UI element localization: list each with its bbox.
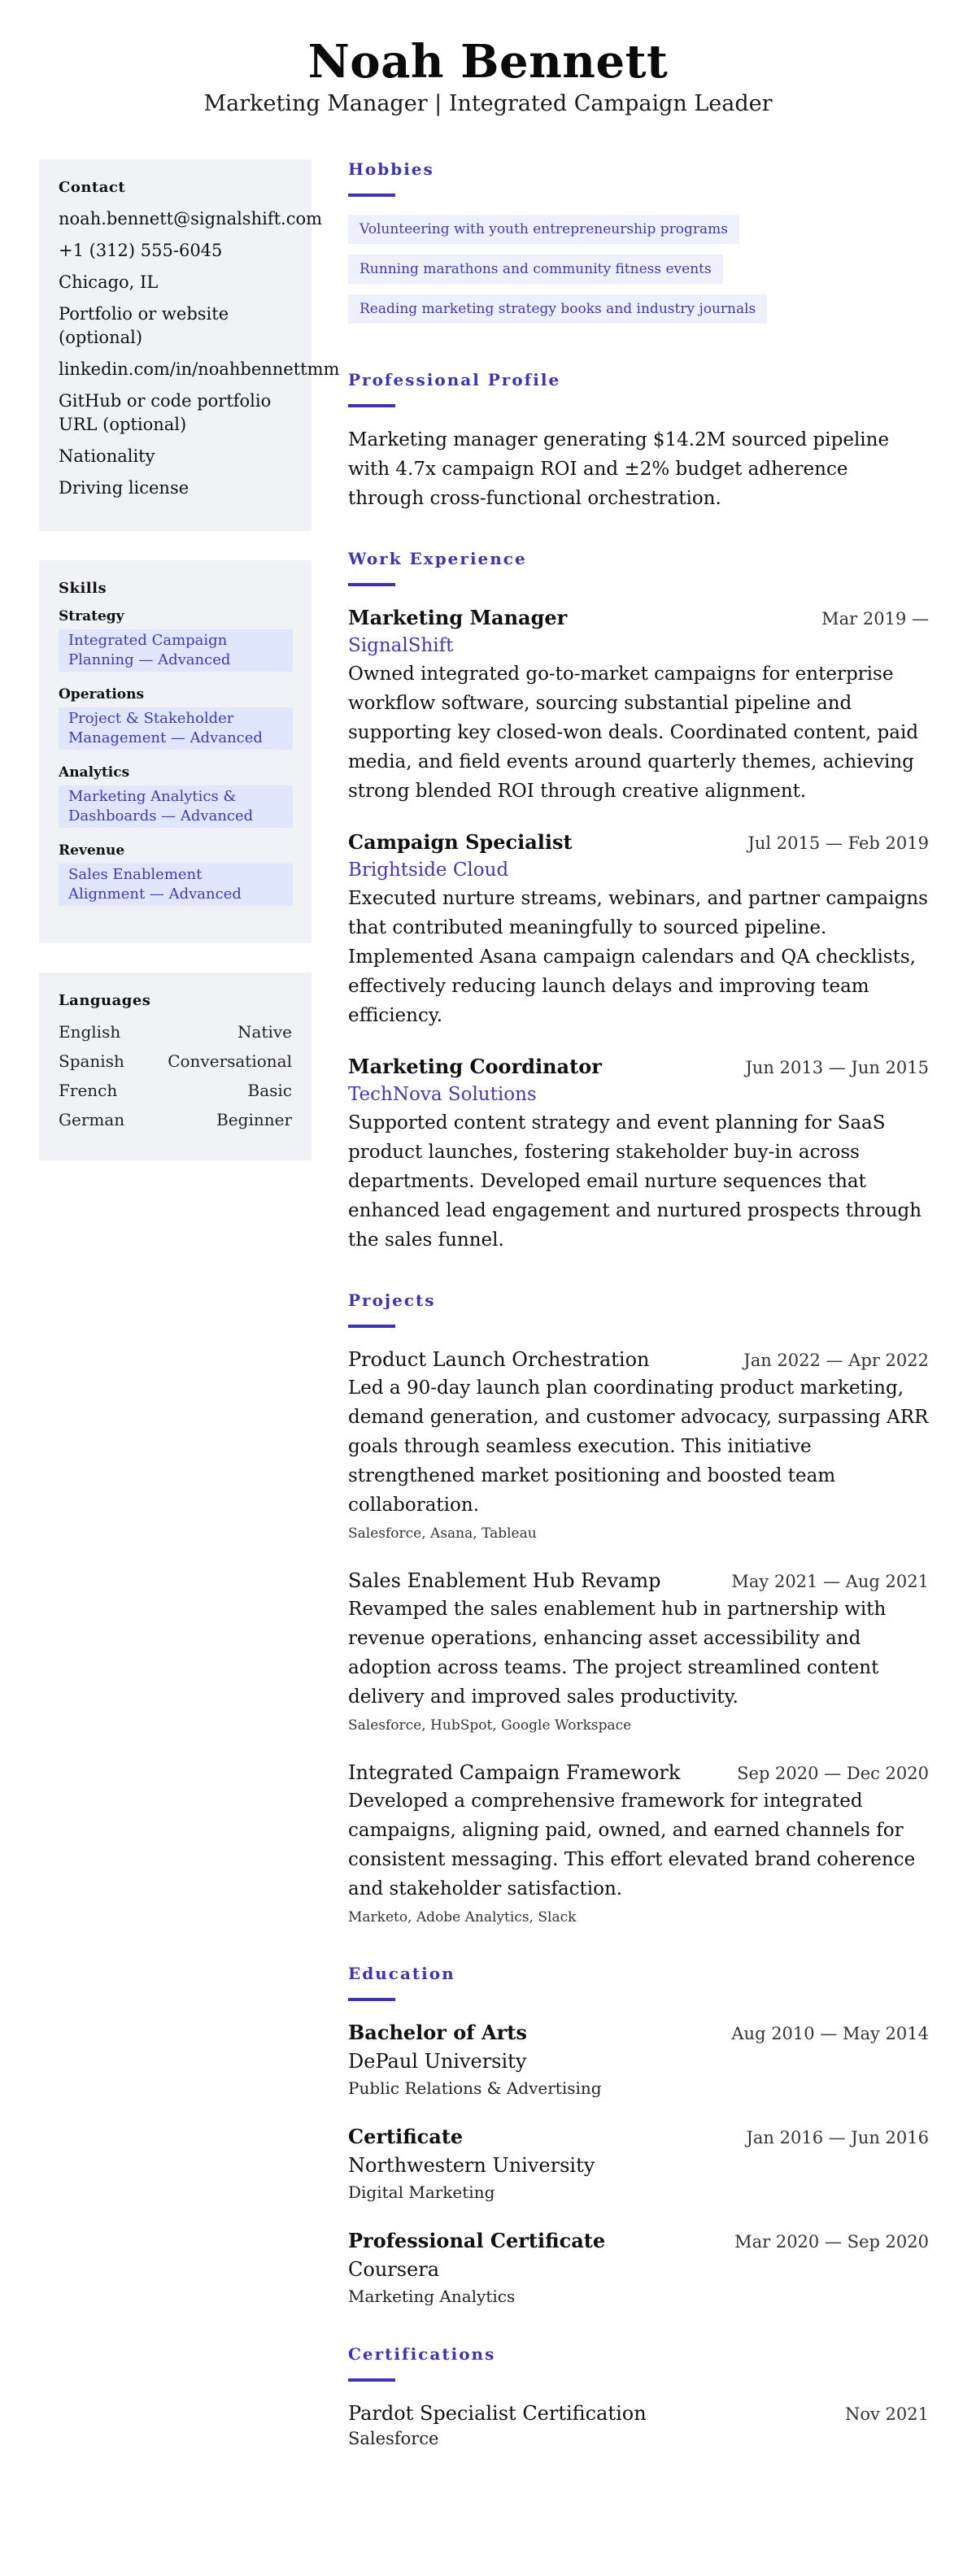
contact-linkedin[interactable]: linkedin.com/in/noahbennettmm [59,359,340,379]
language-row [59,1020,292,1043]
certifications-section [348,2344,929,2450]
section-divider [348,2378,395,2382]
project-tools: Marketo, Adobe Analytics, Slack [348,1909,577,1925]
sidebar [39,159,340,2486]
skill-category: Analytics [59,764,130,781]
degree: Bachelor of Arts [348,2021,527,2044]
hobby-chip: Running marathons and community fitness events [348,255,723,284]
candidate-headline: Marketing Manager | Integrated Campaign Leader [203,91,773,116]
education-entry [348,2123,929,2204]
language-level: Basic [247,1081,292,1100]
project-description: Led a 90-day launch plan coordinating product marketing, demand generation, and customer advocacy, surpassing ARR goals through seamless execution. This initiative strengthened market positioning and boosted team collaboration. [348,1377,929,1516]
project-entry [348,1346,929,1544]
language-row [59,1050,292,1073]
job-title: Campaign Specialist [348,830,573,854]
section-title: Certifications [348,2344,496,2364]
company-name: TechNova Solutions [348,1084,537,1105]
job-description: Owned integrated go-to-market campaigns for enterprise workflow software, sourcing substantial pipeline and supporting key closed-won deals. Coordinated content, paid media, and field events around quarterly themes, achieving strong blended ROI through creative alignment. [348,664,919,802]
language-level: Beginner [216,1110,292,1129]
job-description: Supported content strategy and event planning for SaaS product launches, fostering stakeholder buy-in across departments. Developed email nurture sequences that enhanced lead engagement and nurtured prospects through the sales funnel. [348,1112,922,1251]
project-entry [348,1567,929,1736]
job-title: Marketing Manager [348,606,568,629]
resume-header [0,0,976,119]
experience-section [348,549,929,1255]
project-name: Sales Enablement Hub Revamp [348,1569,661,1592]
project-dates: Jan 2022 — Apr 2022 [743,1351,929,1370]
education-entry [348,2227,929,2308]
field-of-study: Digital Marketing [348,2182,495,2202]
section-title: Work Experience [348,549,527,568]
education-dates: Jan 2016 — Jun 2016 [746,2128,929,2147]
education-dates: Aug 2010 — May 2014 [731,2024,929,2043]
main-column [348,159,929,2486]
section-title: Projects [348,1290,436,1310]
project-entry [348,1759,929,1928]
school-name: Northwestern University [348,2154,595,2177]
project-dates: May 2021 — Aug 2021 [731,1572,929,1591]
languages-title: Languages [59,992,151,1009]
certification-name: Pardot Specialist Certification [348,2402,647,2425]
section-title: Professional Profile [348,370,561,389]
certification-date: Nov 2021 [844,2404,929,2424]
contact-location: Chicago, IL [59,272,159,292]
hobbies-section [348,159,929,334]
contact-title: Contact [59,179,126,196]
job-dates: Jun 2013 — Jun 2015 [745,1058,929,1077]
contact-email[interactable]: noah.bennett@signalshift.com [59,209,323,228]
company-name: Brightside Cloud [348,859,509,881]
degree: Professional Certificate [348,2229,606,2252]
certification-entry [348,2400,929,2450]
section-divider [348,1998,395,2001]
project-dates: Sep 2020 — Dec 2020 [737,1764,929,1783]
skill-chip: Marketing Analytics & Dashboards — Advanced [59,785,293,828]
section-divider [348,583,395,586]
job-description: Executed nurture streams, webinars, and partner campaigns that contributed meaningfully to sourced pipeline. Implemented Asana campaign calendars and QA checklists, effectively reducing launch delays and improving team efficiency. [348,888,928,1026]
certification-issuer: Salesforce [348,2429,439,2448]
section-divider [348,194,395,197]
skill-category: Strategy [59,608,124,624]
project-name: Integrated Campaign Framework [348,1761,681,1784]
contact-portfolio: Portfolio or website (optional) [59,304,229,347]
job-title: Marketing Coordinator [348,1055,602,1078]
candidate-name: Noah Bennett [307,35,669,89]
two-column-layout [0,159,976,2486]
section-divider [348,1325,395,1328]
contact-github: GitHub or code portfolio URL (optional) [59,391,272,434]
experience-entry [348,1053,929,1255]
project-description: Revamped the sales enablement hub in partnership with revenue operations, enhancing asset accessibility and adoption across teams. The project streamlined content delivery and improved sales productivity. [348,1599,887,1708]
section-divider [348,404,395,407]
section-title: Education [348,1964,455,1983]
language-name: French [59,1081,118,1100]
hobby-chip: Reading marketing strategy books and industry journals [348,294,767,324]
skill-chip: Integrated Campaign Planning — Advanced [59,629,293,672]
contact-phone[interactable]: +1 (312) 555-6045 [59,241,223,260]
contact-nationality: Nationality [59,446,155,466]
field-of-study: Marketing Analytics [348,2287,516,2306]
profile-summary: Marketing manager generating $14.2M sourced pipeline with 4.7x campaign ROI and ±2% budget adherence through cross-functional orchestration. [348,429,890,509]
language-level: Native [237,1022,292,1042]
education-entry [348,2019,929,2100]
education-section [348,1964,929,2308]
experience-entry [348,604,929,806]
skills-panel [39,560,312,943]
school-name: Coursera [348,2258,440,2281]
contact-panel [39,159,340,531]
school-name: DePaul University [348,2050,527,2073]
language-name: German [59,1110,125,1129]
hobby-chip: Volunteering with youth entrepreneurship programs [348,215,739,244]
field-of-study: Public Relations & Advertising [348,2078,602,2098]
skill-category: Operations [59,686,145,703]
project-tools: Salesforce, Asana, Tableau [348,1525,537,1542]
project-description: Developed a comprehensive framework for integrated campaigns, aligning paid, owned, and earned channels for consistent messaging. This effort elevated brand coherence and stakeholder satisfaction. [348,1791,916,1899]
language-name: Spanish [59,1051,124,1071]
projects-section [348,1290,929,1928]
language-row [59,1079,292,1102]
section-title: Hobbies [348,159,434,179]
education-dates: Mar 2020 — Sep 2020 [734,2232,929,2252]
job-dates: Mar 2019 — [821,609,929,629]
skill-chip: Sales Enablement Alignment — Advanced [59,864,293,906]
project-tools: Salesforce, HubSpot, Google Workspace [348,1717,632,1734]
languages-panel [39,973,312,1160]
language-name: English [59,1022,121,1042]
company-name: SignalShift [348,635,454,656]
skills-title: Skills [59,580,107,597]
job-dates: Jul 2015 — Feb 2019 [747,833,929,853]
skill-category: Revenue [59,842,125,859]
language-level: Conversational [168,1051,292,1071]
hobbies-list [348,215,929,334]
experience-entry [348,829,929,1030]
project-name: Product Launch Orchestration [348,1348,650,1371]
profile-section [348,370,929,513]
skill-chip: Project & Stakeholder Management — Advanced [59,707,293,750]
contact-driving-license: Driving license [59,478,190,498]
degree: Certificate [348,2125,464,2148]
language-row [59,1108,292,1131]
